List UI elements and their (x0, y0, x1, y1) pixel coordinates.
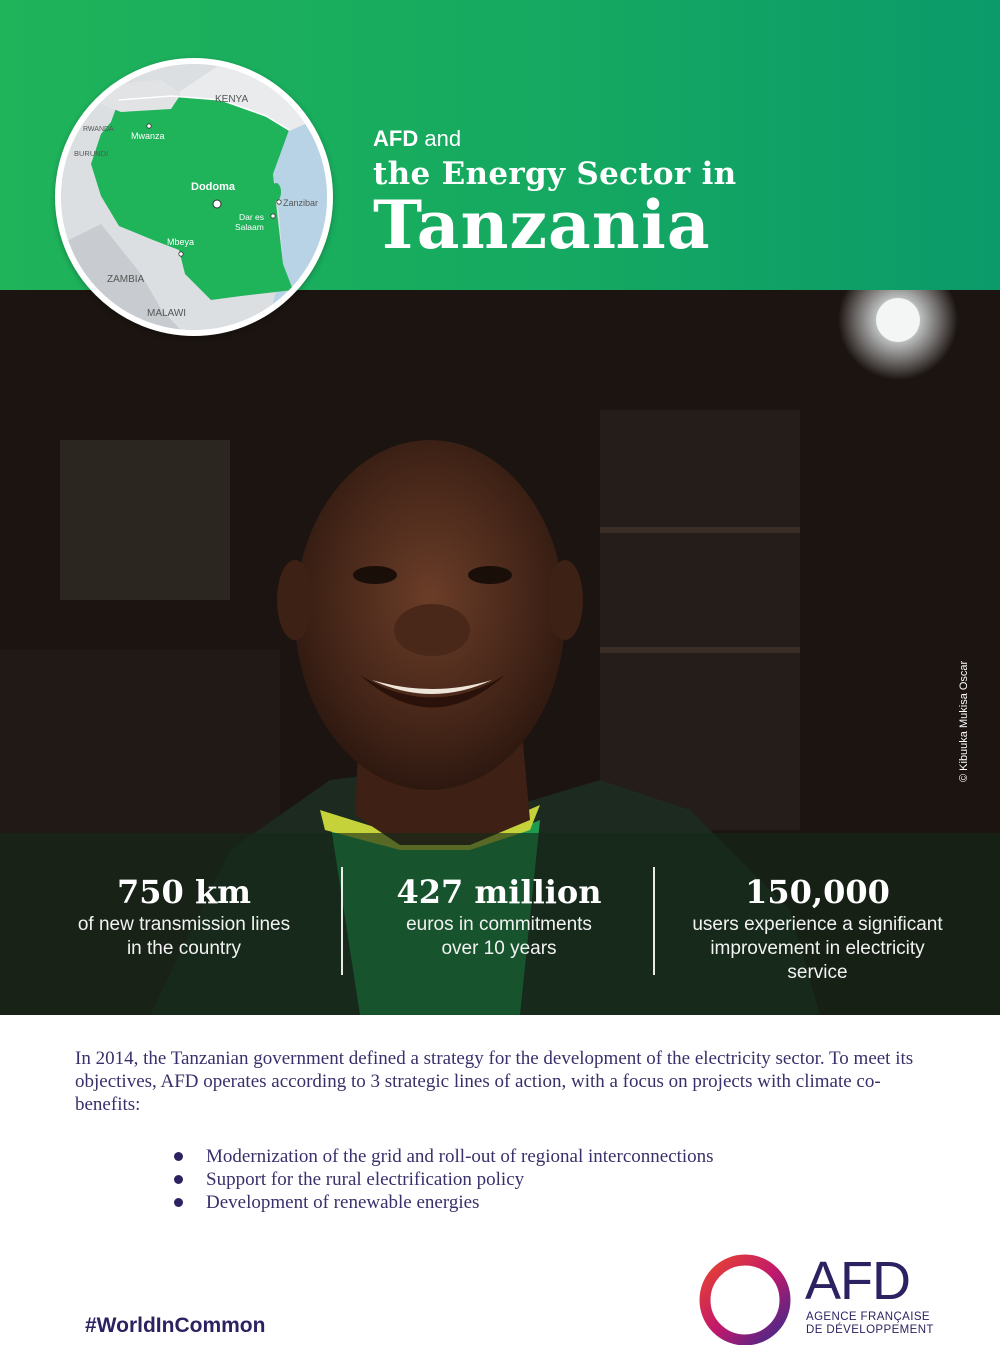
bullet-icon (174, 1198, 183, 1207)
left-eye (353, 566, 397, 584)
list-item (174, 1145, 714, 1168)
intro-paragraph: In 2014, the Tanzanian government defined a strategy for the development of the electricity sector. To meet its objectives, AFD operates according to 3 strategic lines of action, with a focus on projects with climate co-benefits: (75, 1048, 914, 1115)
bullet-icon (174, 1152, 183, 1161)
tanzania-map (55, 58, 333, 336)
stat-divider (341, 867, 343, 975)
map-graphic (61, 64, 327, 330)
map-dot-mwanza (147, 124, 151, 128)
photo-credit: © Kibuuka Mukisa Oscar (958, 660, 970, 782)
stat-line: service (787, 962, 848, 983)
afd-logo-ring-icon (695, 1250, 795, 1345)
logo-subtitle-1: AGENCE FRANÇAISE (806, 1311, 930, 1323)
stat-line: improvement in electricity (710, 938, 925, 959)
map-dot-dar-es-salaam (271, 214, 275, 218)
left-ear (277, 560, 313, 640)
list-item (174, 1191, 714, 1214)
list-item (174, 1168, 714, 1191)
lamp (876, 298, 920, 342)
stat-line: over 10 years (441, 938, 557, 959)
logo-wordmark: AFD (805, 1251, 910, 1311)
right-ear (547, 560, 583, 640)
map-dot-zanzibar (277, 200, 281, 204)
map-label-zanzibar: Zanzibar (283, 198, 319, 208)
stat-value: 150,000 (745, 873, 890, 911)
right-eye (468, 566, 512, 584)
stat-transmission-lines (60, 873, 308, 961)
map-label-mbeya: Mbeya (167, 237, 195, 247)
map-label-mwanza: Mwanza (131, 131, 165, 141)
list-item-text: Development of renewable energies (206, 1192, 480, 1213)
stat-divider (653, 867, 655, 975)
map-label-kenya: KENYA (215, 94, 249, 105)
map-label-salaam: Salaam (235, 222, 264, 232)
stat-commitments (370, 873, 628, 961)
action-lines-list (174, 1145, 714, 1214)
title-line-1 (373, 126, 737, 152)
title-line-2: the Energy Sector in (373, 156, 737, 192)
background-shelf (600, 410, 800, 830)
stat-line: of new transmission lines (77, 914, 291, 935)
title-block (373, 126, 737, 264)
stat-value: 750 km (117, 873, 251, 911)
hashtag: #WorldInCommon (85, 1314, 266, 1337)
map-label-burundi: BURUNDI (74, 149, 109, 158)
stat-users (675, 873, 960, 985)
stat-line: users experience a significant (692, 914, 943, 935)
stat-line: in the country (126, 938, 242, 959)
afd-logo (695, 1250, 935, 1345)
background-poster (60, 440, 230, 600)
list-item-text: Modernization of the grid and roll-out of regional interconnections (206, 1146, 714, 1167)
stat-description (370, 913, 628, 961)
title-afd: AFD (373, 126, 419, 151)
map-dot-dodoma (213, 200, 221, 208)
stat-value: 427 million (396, 873, 602, 911)
bullet-icon (174, 1175, 183, 1184)
list-item-text: Support for the rural electrification policy (206, 1169, 525, 1190)
map-dot-mbeya (179, 252, 183, 256)
stat-description (60, 913, 308, 961)
title-and: and (424, 126, 462, 151)
nose (394, 604, 470, 656)
map-label-rwanda: RWANDA (83, 126, 114, 133)
map-label-zambia: ZAMBIA (107, 274, 145, 285)
page-title: Tanzania (373, 186, 711, 264)
logo-subtitle-2: DE DÉVELOPPEMENT (806, 1324, 934, 1336)
map-zanzibar-island (271, 183, 281, 201)
map-label-dar-es: Dar es (239, 212, 265, 222)
stat-line: euros in commitments (406, 914, 592, 935)
map-label-malawi: MALAWI (147, 308, 187, 319)
stat-description (675, 913, 960, 985)
map-label-dodoma: Dodoma (191, 181, 235, 193)
